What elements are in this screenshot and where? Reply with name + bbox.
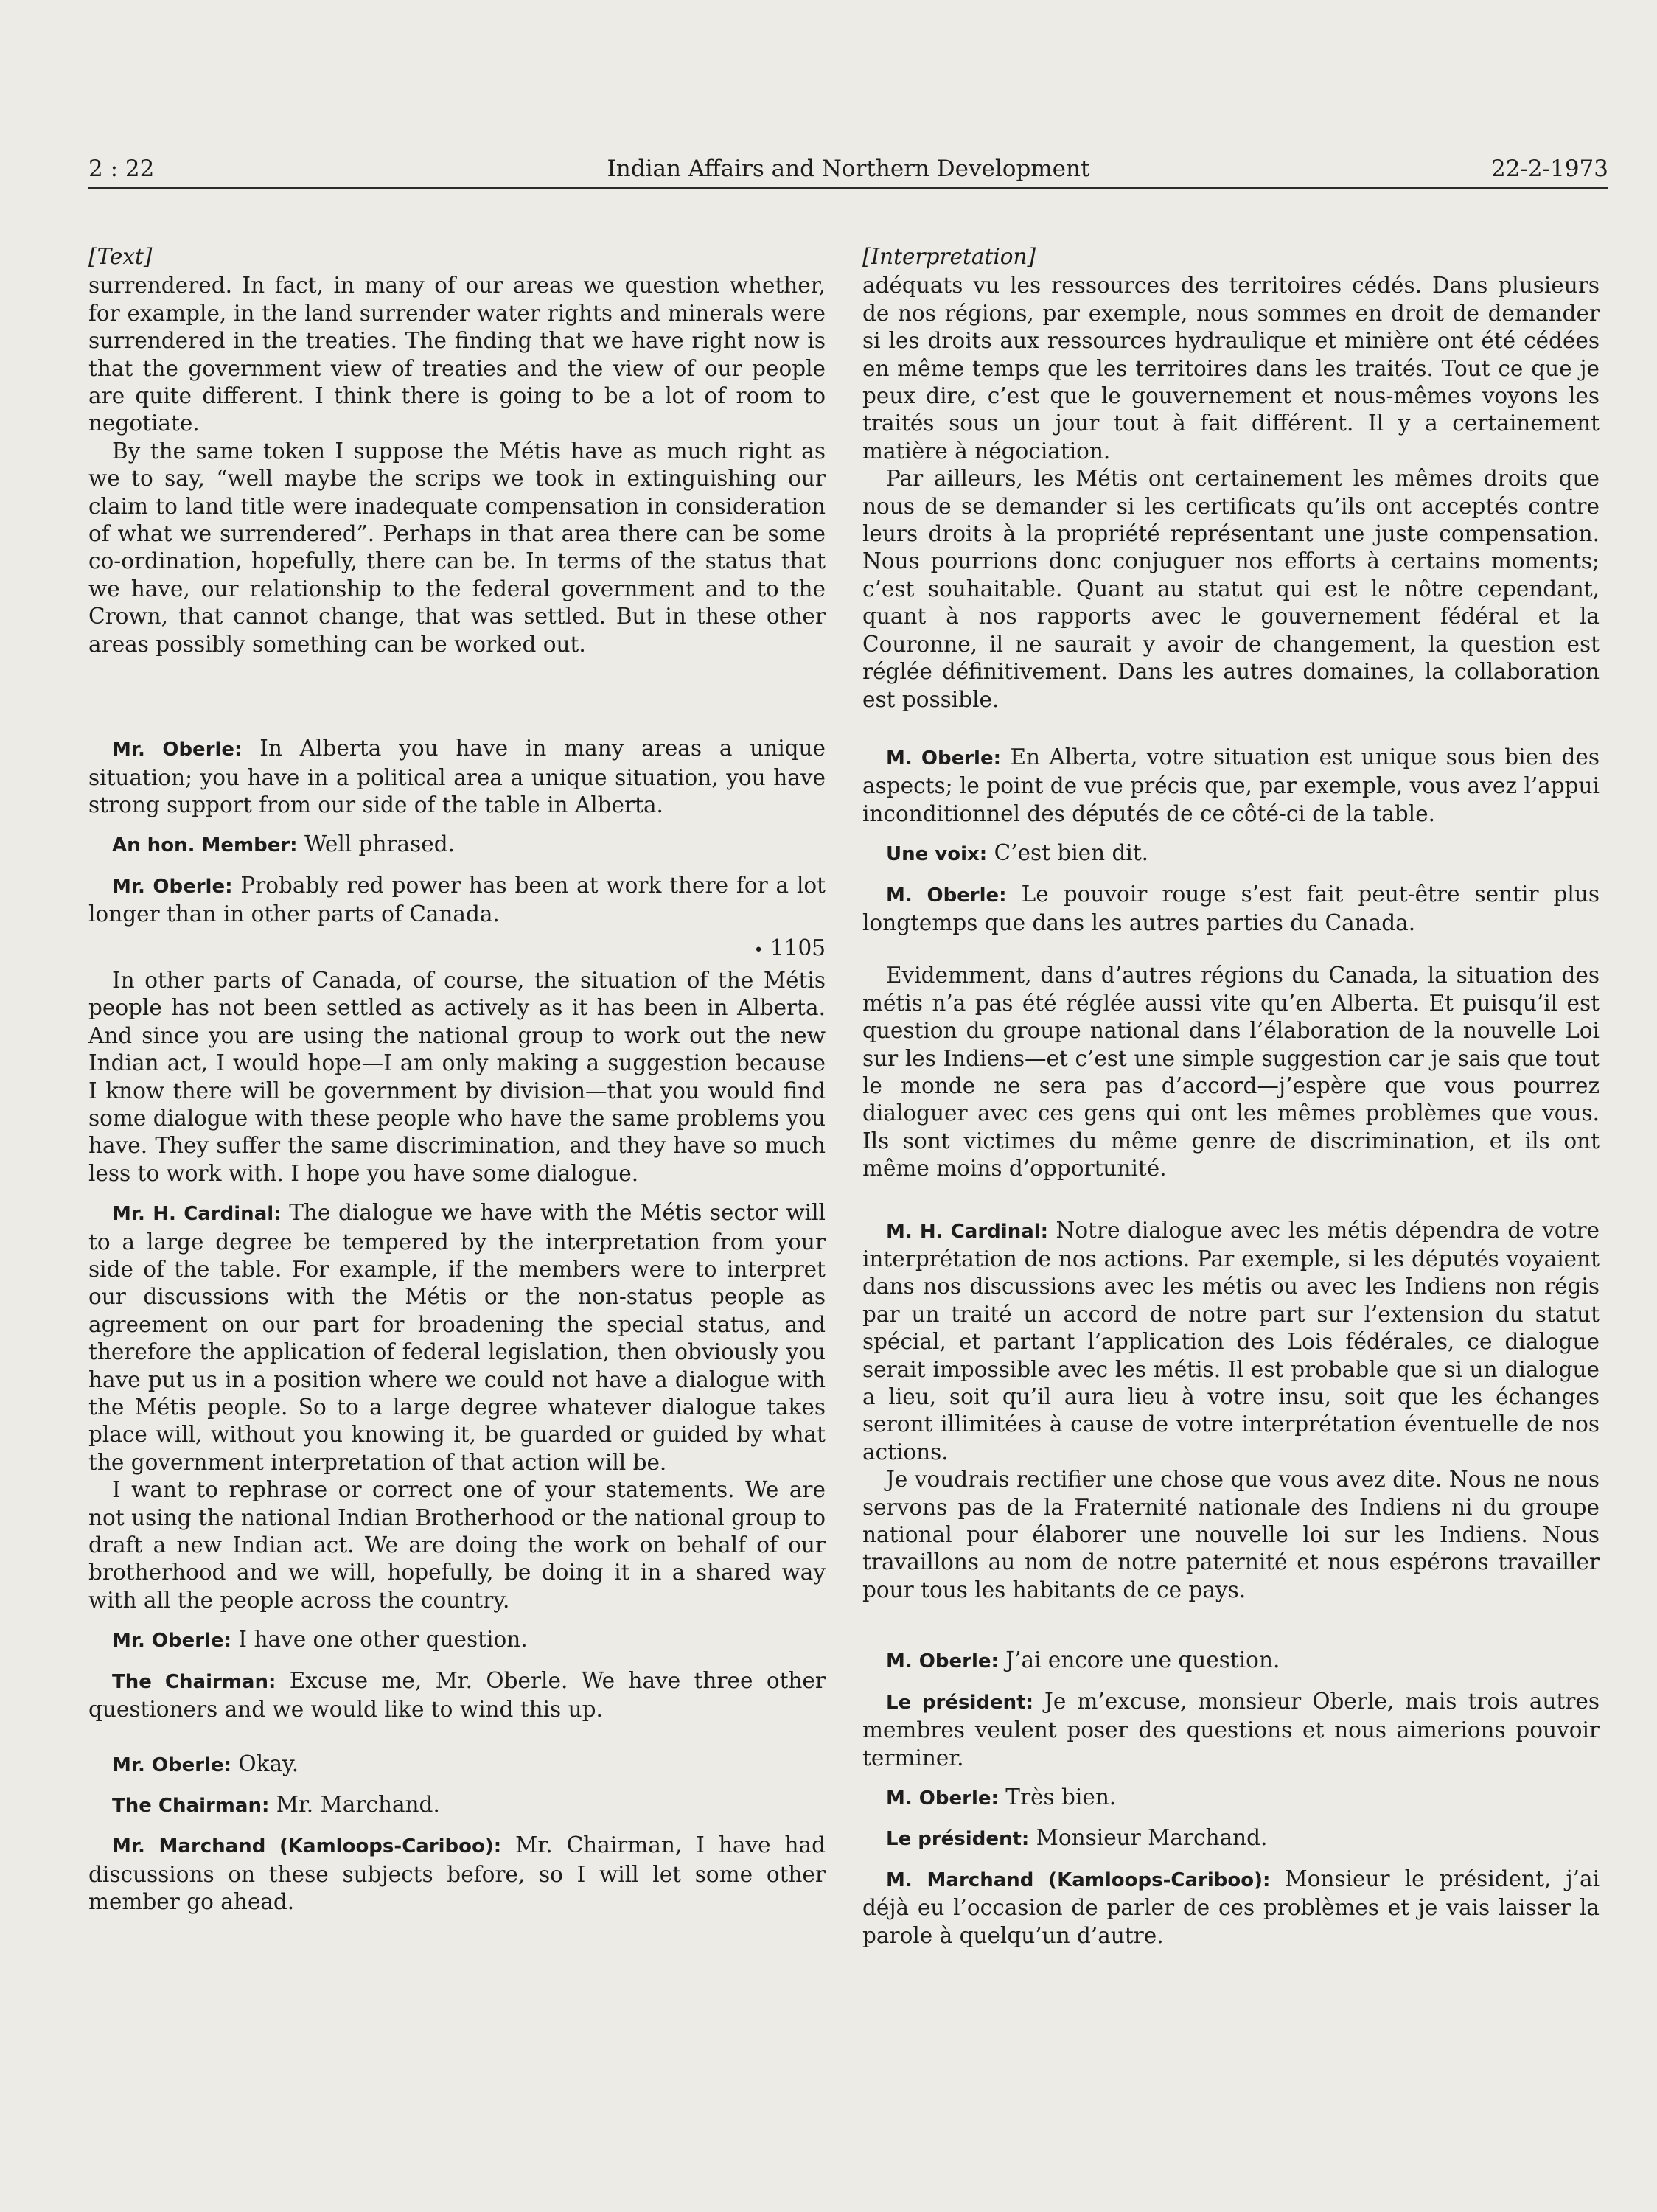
speech bbox=[88, 872, 826, 929]
english-column bbox=[88, 243, 826, 1916]
speech-text: J’ai encore une question. bbox=[998, 1647, 1280, 1673]
paragraph: Je voudrais rectifier une chose que vous avez dite. Nous ne nous servons pas de la Fraternité nationale des Indiens ni du groupe national pour élaborer une nouvelle loi sur les Indiens. Nous travaillons au nom de notre paternité et nous espérons travailler pour tous les habitants de ce pays. bbox=[862, 1467, 1600, 1602]
speaker-name: Mr. Oberle: bbox=[112, 739, 243, 761]
speech-text: Monsieur Marchand. bbox=[1029, 1825, 1268, 1851]
header-rule bbox=[88, 187, 1608, 189]
speaker-name: Mr. H. Cardinal: bbox=[112, 1203, 282, 1226]
speech-text: The dialogue we have with the Métis sector will to a large degree be tempered by the interpretation from your side of the table. For example, if the members were to interpret our discussions with the Métis or the non-status people as agreement on our part for broadening the special status, and therefore the application of federal legislation, then obviously you have put us in a position where we could not have a dialogue with the Métis people. So to a large degree whatever dialogue takes place will, without you knowing it, be guarded or guided by what the government interpretation of that action will be. bbox=[88, 1200, 826, 1475]
time-marker-text: 1105 bbox=[763, 935, 826, 960]
speech bbox=[862, 840, 1600, 868]
paragraph: By the same token I suppose the Métis have as much right as we to say, “well maybe the scrips we took in extinguishing our claim to land title were inadequate compensation in consideration of what we surrendered”. Perhaps in that area there can be some co-ordination, hopefully, there can be. In terms of the status that we have, our relationship to the federal government and to the Crown, that cannot change, that was settled. But in these other areas possibly something can be worked out. bbox=[88, 438, 826, 657]
speech-text: Très bien. bbox=[998, 1784, 1117, 1810]
speaker-name: The Chairman: bbox=[112, 1670, 276, 1693]
speaker-name: Mr. Oberle: bbox=[112, 1754, 232, 1776]
speech bbox=[862, 1866, 1600, 1950]
speech-text: I have one other question. bbox=[231, 1627, 528, 1653]
page-header bbox=[88, 153, 1608, 187]
speech bbox=[88, 1199, 826, 1476]
speech bbox=[88, 735, 826, 819]
speech bbox=[88, 1667, 826, 1724]
speaker-name: M. Oberle: bbox=[886, 747, 1001, 770]
speaker-name: M. Marchand (Kamloops-Cariboo): bbox=[886, 1869, 1271, 1891]
speech-text: In Alberta you have in many areas a unique situation; you have in a political area a unique situation, you have strong support from our side of the table in Alberta. bbox=[88, 736, 826, 817]
speech bbox=[88, 1626, 826, 1655]
speech bbox=[862, 1217, 1600, 1467]
paragraph: Evidemment, dans d’autres régions du Canada, la situation des métis n’a pas été réglée aussi vite qu’en Alberta. Et puisqu’il est question du groupe national dans l’élaboration de la nouvelle Loi sur les Indiens—et c’est une simple suggestion car je sais que tout le monde ne sera pas d’accord—j’espère que vous pourrez dialoguer avec ces gens qui ont les mêmes problèmes que vous. Ils sont victimes du même genre de discrimination, et ils ont même moins d’opportunité. bbox=[862, 963, 1600, 1182]
speech-text: En Alberta, votre situation est unique sous bien des aspects; le point de vue précis que, par exemple, vous avez l’appui inconditionnel des députés de ce côté-ci de la table. bbox=[862, 744, 1600, 826]
paragraph: surrendered. In fact, in many of our areas we question whether, for example, in the land surrender water rights and minerals were surrendered in the treaties. The finding that we have right now is that the government view of treaties and the view of our people are quite different. I think there is going to be a lot of room to negotiate. bbox=[88, 273, 826, 436]
paragraph: adéquats vu les ressources des territoires cédés. Dans plusieurs de nos régions, par exemple, nous sommes en droit de demander si les droits aux ressources hydraulique et minière ont été cédées en même temps que les territoires dans les traités. Tout ce que je peux dire, c’est que le gouvernement et nous-mêmes voyons les traités sous un jour tout à fait différent. Il y a certainement matière à négociation. bbox=[862, 273, 1600, 464]
speaker-name: M. Oberle: bbox=[886, 1787, 999, 1810]
speech-text: Je m’excuse, monsieur Oberle, mais trois autres membres veulent poser des questions et nous aimerions pouvoir terminer. bbox=[862, 1688, 1600, 1770]
speech bbox=[862, 744, 1600, 828]
paragraph: I want to rephrase or correct one of your statements. We are not using the national Indian Brotherhood or the national group to draft a new Indian act. We are doing the work on behalf of our brotherhood and we will, hopefully, be doing it in a shared way with all the people across the country. bbox=[88, 1477, 826, 1613]
speaker-name: M. Oberle: bbox=[886, 1650, 999, 1673]
column-label: [Text] bbox=[88, 244, 153, 269]
speaker-name: The Chairman: bbox=[112, 1794, 270, 1817]
speaker-name: Le président: bbox=[886, 1828, 1030, 1851]
speech bbox=[862, 1688, 1600, 1772]
speech bbox=[88, 1751, 826, 1779]
speech bbox=[862, 881, 1600, 938]
speech bbox=[88, 831, 826, 859]
page-number: 2 : 22 bbox=[88, 156, 155, 182]
speech-text: Notre dialogue avec les métis dépendra de votre interprétation de nos actions. Par exemple, si les députés voyaient dans nos discussions avec les métis ou avec les Indiens non régis par un traité un accord de notre part sur l’extension du statut spécial, et partant l’application des Lois fédérales, ce dialogue serait impossible avec les métis. Il est probable que si un dialogue a lieu, soit qu’il aura lieu à votre insu, soit que les échanges seront illimitées à cause de votre interprétation éventuelle de nos actions. bbox=[862, 1217, 1600, 1465]
french-column bbox=[862, 243, 1600, 1950]
speech-text: Mr. Chairman, I have had discussions on these subjects before, so I will let some other member go ahead. bbox=[88, 1832, 826, 1915]
paragraph: In other parts of Canada, of course, the situation of the Métis people has not been settled as actively as it has been in Alberta. And since you are using the national group to work out the new Indian act, I would hope—I am only making a suggestion because I know there will be government by division—that you would find some dialogue with these people who have the same problems you have. They suffer the same discrimination, and they have so much less to work with. I hope you have some dialogue. bbox=[88, 967, 826, 1186]
paragraph: Par ailleurs, les Métis ont certainement les mêmes droits que nous de se demander si les certificats qu’ils ont acceptés contre leurs droits à la propriété représentant une juste compensation. Nous pourrions donc conjuguer nos efforts à certains moments; c’est souhaitable. Quant au statut qui est le nôtre cependant, quant à nos rapports avec le gouvernement fédéral et la Couronne, il ne saurait y avoir de changement, la question est réglée définitivement. Dans les autres domaines, la collaboration est possible. bbox=[862, 466, 1600, 712]
time-marker bbox=[88, 935, 826, 964]
speaker-name: M. H. Cardinal: bbox=[886, 1220, 1049, 1243]
speech-text: Okay. bbox=[231, 1751, 299, 1776]
speech bbox=[88, 1791, 826, 1820]
speech bbox=[862, 1824, 1600, 1853]
column-label: [Interpretation] bbox=[862, 244, 1036, 269]
speaker-name: M. Oberle: bbox=[886, 884, 1007, 907]
speaker-name: Une voix: bbox=[886, 843, 988, 866]
speech-text: Well phrased. bbox=[297, 831, 455, 857]
speaker-name: Mr. Oberle: bbox=[112, 1630, 232, 1653]
speech-text: Monsieur le président, j’ai déjà eu l’occasion de parler de ces problèmes et je vais laisser la parole à quelqu’un d’autre. bbox=[862, 1866, 1600, 1948]
speaker-name: An hon. Member: bbox=[112, 834, 298, 857]
speech bbox=[862, 1647, 1600, 1675]
speech bbox=[88, 1832, 826, 1916]
bullet-glyph: • bbox=[753, 941, 764, 960]
speech-text: Probably red power has been at work there for a lot longer than in other parts of Canada. bbox=[88, 872, 826, 927]
header-date: 22-2-1973 bbox=[1490, 156, 1608, 182]
speech-text: Le pouvoir rouge s’est fait peut-être sentir plus longtemps que dans les autres parties du Canada. bbox=[862, 881, 1600, 935]
speech-text: Excuse me, Mr. Oberle. We have three other questioners and we would like to wind this up. bbox=[88, 1667, 826, 1723]
speaker-name: Mr. Oberle: bbox=[112, 875, 233, 898]
speech bbox=[862, 1784, 1600, 1812]
speech-text: C’est bien dit. bbox=[987, 840, 1149, 866]
running-title: Indian Affairs and Northern Development bbox=[607, 156, 1090, 182]
speaker-name: Mr. Marchand (Kamloops-Cariboo): bbox=[112, 1835, 502, 1858]
speech-text: Mr. Marchand. bbox=[269, 1791, 440, 1817]
speaker-name: Le président: bbox=[886, 1691, 1033, 1714]
